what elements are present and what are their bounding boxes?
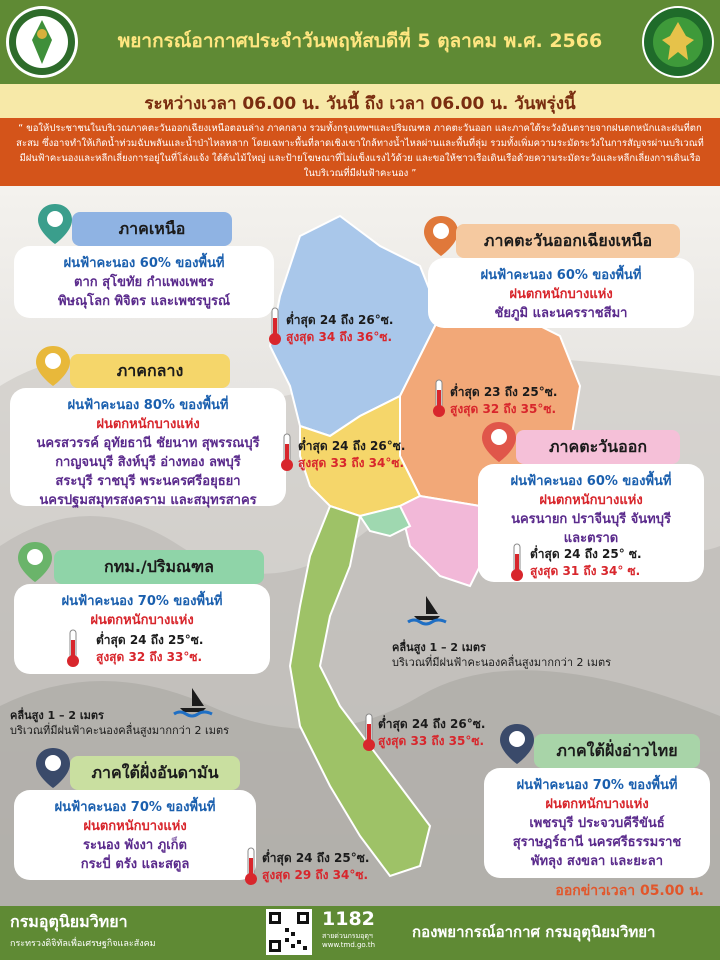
bangkok-heavy-rain: ฝนตกหนักบางแห่ง xyxy=(90,613,194,628)
footer-division: กองพยากรณ์อากาศ กรมอุตุนิยมวิทยา xyxy=(412,923,656,941)
page-title: พยากรณ์อากาศประจำวันพฤหัสบดีที่ 5 ตุลาคม พ.ศ. 2566 xyxy=(117,30,603,52)
gulf-wave-sub: บริเวณที่มีฝนฟ้าคะนองคลื่นสูงมากกว่า 2 เมตร xyxy=(392,656,612,669)
forecast-period: ระหว่างเวลา 06.00 น. วันนี้ ถึง เวลา 06.00 น. วันพรุ่งนี้ xyxy=(144,94,576,114)
north-rain: ฝนฟ้าคะนอง 60% ของพื้นที่ xyxy=(63,256,225,271)
tmd-left-logo xyxy=(6,6,78,78)
region-box-south-east xyxy=(484,768,710,878)
south-west-temp-high: สูงสุด 29 ถึง 34°ซ. xyxy=(262,868,369,882)
south-east-areas-1: เพชรบุรี ประจวบคีรีขันธ์ xyxy=(529,816,665,831)
north-temp-high: สูงสุด 34 ถึง 36°ซ. xyxy=(286,330,393,344)
region-box-south-west xyxy=(14,790,256,880)
thermometer-icon xyxy=(66,628,80,668)
region-title-east: ภาคตะวันออก xyxy=(516,430,680,464)
south-west-areas-2: กระบี่ ตรัง และสตูล xyxy=(80,857,190,872)
hotline-sub-2[interactable]: www.tmd.go.th xyxy=(322,941,375,949)
location-pin-icon xyxy=(480,420,518,464)
region-title-south-east: ภาคใต้ฝั่งอ่าวไทย xyxy=(534,734,700,768)
meteorological-department-logo xyxy=(642,6,714,78)
thermometer-icon xyxy=(244,846,258,886)
bangkok-temp-high: สูงสุด 32 ถึง 33°ซ. xyxy=(96,650,203,664)
hotline-subtext xyxy=(322,932,375,950)
location-pin-icon xyxy=(422,214,460,258)
northeast-temp-high: สูงสุด 32 ถึง 35°ซ. xyxy=(450,402,557,416)
location-pin-icon xyxy=(16,540,54,584)
central-rain: ฝนฟ้าคะนอง 80% ของพื้นที่ xyxy=(67,398,229,413)
north-areas-2: พิษณุโลก พิจิตร และเพชรบูรณ์ xyxy=(57,294,231,309)
south-east-temp-high: สูงสุด 33 ถึง 35°ซ. xyxy=(378,734,485,748)
south-west-temperature xyxy=(262,850,369,884)
northeast-heavy-rain: ฝนตกหนักบางแห่ง xyxy=(509,287,613,302)
map-south-region xyxy=(290,506,430,876)
region-title-north: ภาคเหนือ xyxy=(72,212,232,246)
east-areas-2: และตราด xyxy=(563,531,619,546)
bangkok-rain: ฝนฟ้าคะนอง 70% ของพื้นที่ xyxy=(61,594,223,609)
hotline-sub-1: สายด่วนกรมอุตุฯ xyxy=(322,932,373,940)
footer-bar xyxy=(0,906,720,960)
central-areas-2: กาญจนบุรี สิงห์บุรี อ่างทอง ลพบุรี xyxy=(55,455,241,470)
forecast-period-bar xyxy=(0,84,720,118)
andaman-wave-info xyxy=(10,708,229,738)
map-east-region xyxy=(400,496,490,586)
east-heavy-rain: ฝนตกหนักบางแห่ง xyxy=(539,493,643,508)
region-title-bangkok: กทม./ปริมณฑล xyxy=(54,550,264,584)
location-pin-icon xyxy=(36,202,74,246)
warning-text: “ ขอให้ประชาชนในบริเวณภาคตะวันออกเฉียงเหนือตอนล่าง ภาคกลาง รวมทั้งกรุงเทพฯและปริมณฑล ภาคตะวันออก และภาคใต้ระวังอันตรายจากฝนตกหนักและฝนที่ตกสะสม ซึ่งอาจทำให้เกิดน้ำท่วมฉับพลันและน้ำป่าไหลหลาก โดยเฉพาะพื้นที่ลาดเชิงเขาใกล้ทางน้ำไหลผ่านและพื้นที่ลุ่ม รวมทั้งเพิ่มความระมัดระวังในการสัญจรผ่านบริเวณที่มีฝนฟ้าคะนองและหลีกเลี่ยงการอยู่ในที่โล่งแจ้ง ใต้ต้นไม้ใหญ่ และป้ายโฆษณาที่ไม่แข็งแรงไว้ด้วย และขอให้ชาวเรือเดินเรือด้วยความระมัดระวังและหลีกเลี่ยงการเดินเรือในบริเวณที่มีฝนฟ้าคะนอง ” xyxy=(0,118,720,186)
south-east-temp-low: ต่ำสุด 24 ถึง 26°ซ. xyxy=(378,717,486,731)
south-east-temperature xyxy=(378,716,485,750)
region-box-central xyxy=(10,388,286,506)
northeast-areas-1: ชัยภูมิ และนครราชสีมา xyxy=(494,306,628,321)
east-temp-high: สูงสุด 31 ถึง 34° ซ. xyxy=(530,564,641,578)
central-temp-high: สูงสุด 33 ถึง 34°ซ. xyxy=(298,456,405,470)
east-temperature xyxy=(530,546,642,580)
thermometer-icon xyxy=(432,378,446,418)
central-heavy-rain: ฝนตกหนักบางแห่ง xyxy=(96,417,200,432)
south-west-heavy-rain: ฝนตกหนักบางแห่ง xyxy=(83,819,187,834)
issued-time: ออกข่าวเวลา 05.00 น. xyxy=(555,883,704,899)
northeast-rain: ฝนฟ้าคะนอง 60% ของพื้นที่ xyxy=(480,268,642,283)
gulf-wave-title: คลื่นสูง 1 – 2 เมตร xyxy=(392,641,486,654)
region-box-northeast xyxy=(428,258,694,328)
east-areas-1: นครนายก ปราจีนบุรี จันทบุรี xyxy=(511,512,671,527)
location-pin-icon xyxy=(34,344,72,388)
central-areas-4: นครปฐมสมุทรสงคราม และสมุทรสาคร xyxy=(39,493,257,508)
region-box-north xyxy=(14,246,274,318)
central-temperature xyxy=(298,438,405,472)
central-areas-3: สระบุรี ราชบุรี พระนครศรีอยุธยา xyxy=(55,474,241,489)
qr-code-icon[interactable] xyxy=(266,909,312,955)
northeast-temp-low: ต่ำสุด 23 ถึง 25°ซ. xyxy=(450,385,558,399)
central-temp-low: ต่ำสุด 24 ถึง 26°ซ. xyxy=(298,439,406,453)
location-pin-icon xyxy=(498,722,536,766)
boat-icon xyxy=(406,594,448,626)
thermometer-icon xyxy=(362,712,376,752)
hotline-number: 1182 xyxy=(322,908,375,930)
south-west-areas-1: ระนอง พังงา ภูเก็ต xyxy=(83,838,187,853)
footer-org-name: กรมอุตุนิยมวิทยา xyxy=(10,912,128,931)
north-areas-1: ตาก สุโขทัย กำแพงเพชร xyxy=(74,275,214,290)
region-title-south-west: ภาคใต้ฝั่งอันดามัน xyxy=(70,756,240,790)
thermometer-icon xyxy=(280,432,294,472)
thermometer-icon xyxy=(268,306,282,346)
bangkok-temp-low: ต่ำสุด 24 ถึง 25°ซ. xyxy=(96,633,204,647)
thermometer-icon xyxy=(510,542,524,582)
south-east-areas-2: สุราษฎร์ธานี นครศรีธรรมราช xyxy=(512,835,682,850)
header-bar xyxy=(0,0,720,84)
andaman-wave-sub: บริเวณที่มีฝนฟ้าคะนองคลื่นสูงมากกว่า 2 เมตร xyxy=(10,724,230,737)
northeast-temperature xyxy=(450,384,557,418)
south-west-rain: ฝนฟ้าคะนอง 70% ของพื้นที่ xyxy=(54,800,216,815)
gulf-wave-info xyxy=(392,640,611,670)
north-temperature xyxy=(286,312,393,346)
central-areas-1: นครสวรรค์ อุทัยธานี ชัยนาท สุพรรณบุรี xyxy=(36,436,260,451)
east-temp-low: ต่ำสุด 24 ถึง 25° ซ. xyxy=(530,547,642,561)
bangkok-temperature xyxy=(96,632,203,666)
east-rain: ฝนฟ้าคะนอง 60% ของพื้นที่ xyxy=(510,474,672,489)
south-east-areas-3: พัทลุง สงขลา และยะลา xyxy=(530,854,664,869)
south-east-rain: ฝนฟ้าคะนอง 70% ของพื้นที่ xyxy=(516,778,678,793)
location-pin-icon xyxy=(34,746,72,790)
region-title-central: ภาคกลาง xyxy=(70,354,230,388)
south-west-temp-low: ต่ำสุด 24 ถึง 25°ซ. xyxy=(262,851,370,865)
footer-ministry: กระทรวงดิจิทัลเพื่อเศรษฐกิจและสังคม xyxy=(10,939,156,949)
south-east-heavy-rain: ฝนตกหนักบางแห่ง xyxy=(545,797,649,812)
region-title-northeast: ภาคตะวันออกเฉียงเหนือ xyxy=(456,224,680,258)
north-temp-low: ต่ำสุด 24 ถึง 26°ซ. xyxy=(286,313,394,327)
andaman-wave-title: คลื่นสูง 1 – 2 เมตร xyxy=(10,709,104,722)
